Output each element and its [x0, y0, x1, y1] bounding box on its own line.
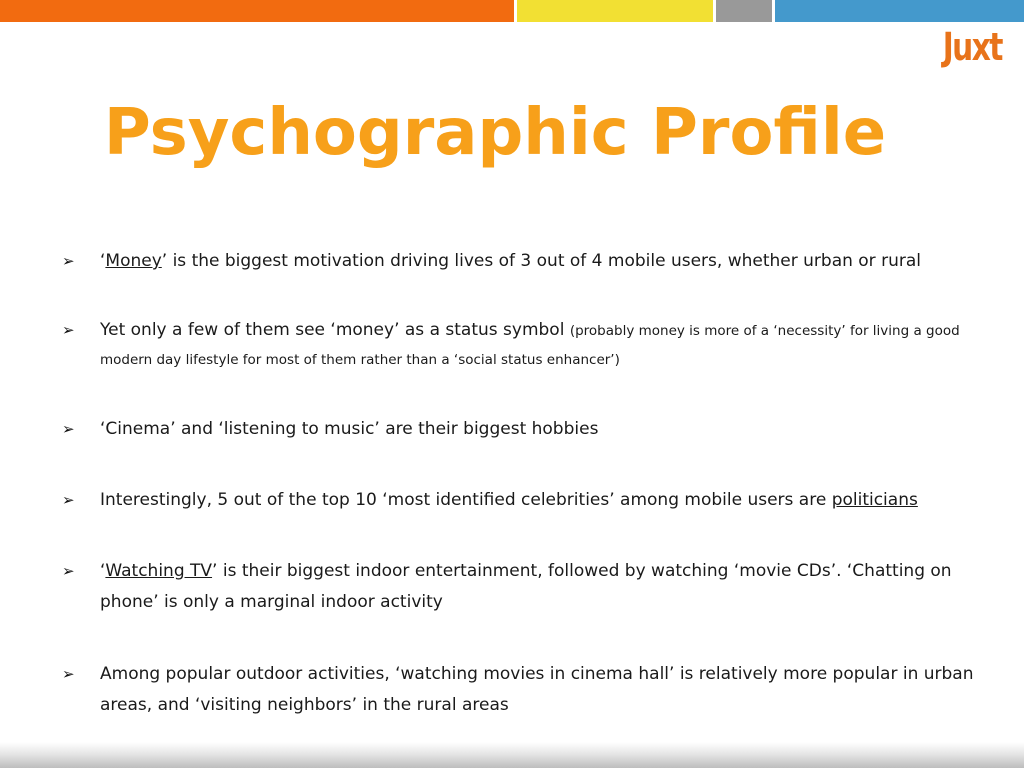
- arrow-bullet-icon: ➢: [62, 420, 75, 438]
- bullet-item: [62, 659, 982, 721]
- top-bar-gray-segment: [716, 0, 772, 22]
- arrow-bullet-icon: ➢: [62, 665, 75, 683]
- underlined-term: Watching TV: [105, 561, 213, 581]
- bullet-text: ‘Cinema’ and ‘listening to music’ are their biggest hobbies: [100, 419, 599, 439]
- arrow-bullet-icon: ➢: [62, 321, 75, 339]
- top-color-bar: [0, 0, 1024, 22]
- top-bar-yellow-segment: [517, 0, 713, 22]
- bullet-note: (probably money is more of a ‘necessity’ for living a good modern day lifestyle for most of them rather than a ‘social status enhancer’): [100, 323, 960, 368]
- bullet-item: [62, 556, 982, 618]
- arrow-bullet-icon: ➢: [62, 252, 75, 270]
- slide-title: Psychographic Profile: [103, 96, 887, 170]
- bullet-text: ‘Watching TV’ is their biggest indoor entertainment, followed by watching ‘movie CDs’. ‘Chatting on phone’ is only a marginal indoor activity: [100, 561, 952, 612]
- underlined-term: Money: [105, 251, 162, 271]
- top-bar-orange-segment: [0, 0, 514, 22]
- top-bar-blue-segment: [775, 0, 1024, 22]
- bullet-item: [62, 246, 982, 277]
- underlined-term: politicians: [831, 490, 918, 510]
- bullet-item: [62, 316, 982, 374]
- bullet-text: Among popular outdoor activities, ‘watching movies in cinema hall’ is relatively more popular in urban areas, and ‘visiting neighbors’ in the rural areas: [100, 664, 974, 715]
- bullet-text: ‘Money’ is the biggest motivation driving lives of 3 out of 4 mobile users, whether urban or rural: [100, 251, 921, 271]
- arrow-bullet-icon: ➢: [62, 491, 75, 509]
- bullet-text: Interestingly, 5 out of the top 10 ‘most identified celebrities’ among mobile users are politicians: [100, 490, 918, 510]
- brand-logo: Juxt: [942, 25, 1002, 69]
- bottom-gradient-bar: [0, 742, 1024, 768]
- arrow-bullet-icon: ➢: [62, 562, 75, 580]
- bullet-item: [62, 414, 982, 445]
- bullet-item: [62, 485, 982, 516]
- bullet-text: Yet only a few of them see ‘money’ as a status symbol (probably money is more of a ‘necessity’ for living a good modern day lifestyle for most of them rather than a ‘social status enhancer’): [100, 320, 960, 368]
